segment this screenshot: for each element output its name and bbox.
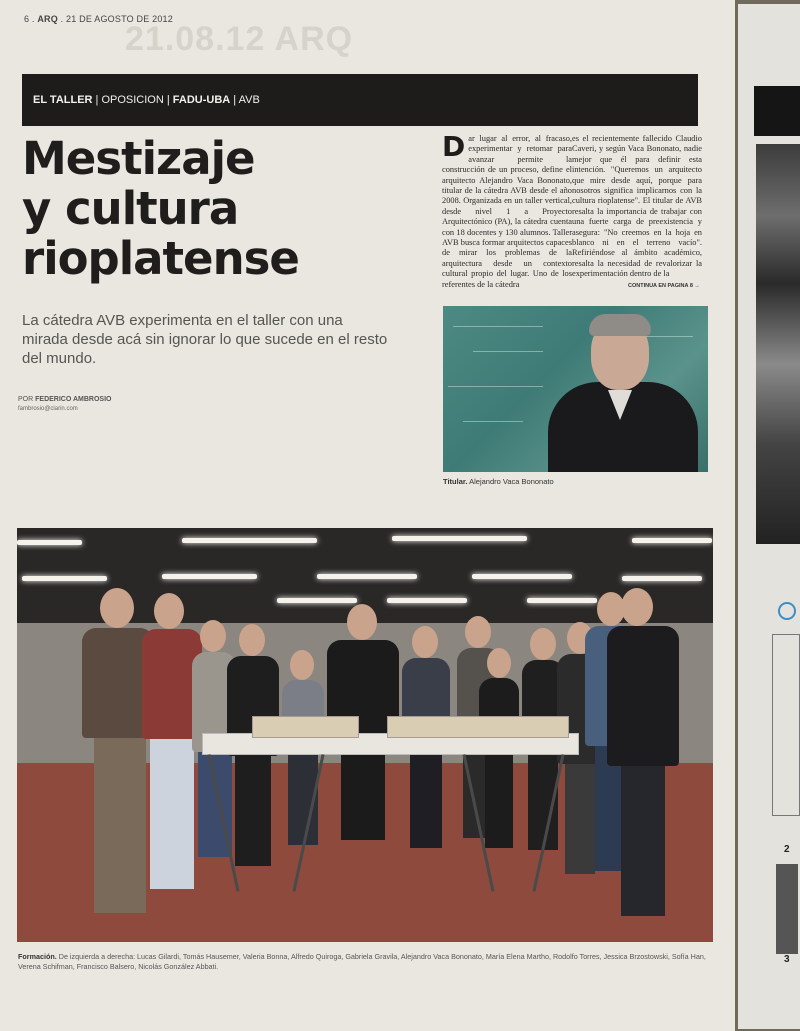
figure-number: 2 (784, 844, 790, 855)
next-page-photo (756, 144, 800, 544)
continued-on-link[interactable]: CONTINUA EN PAGINA 8 → (628, 283, 700, 289)
group-photo-caption (18, 952, 708, 972)
folio-section: ARQ (37, 14, 58, 24)
byline-author: FEDERICO AMBROSIO (35, 396, 112, 403)
byline-prefix: POR (18, 396, 34, 403)
article-text-1: ar lugar al error, al fracaso, experimentar y retomar para avanzar permite la construcción de un proceso, define el arquitecto Alejandro Vaca Bononato, titular de la cátedra AVB desde el año 2008. Organizada en un taller vertical, desde nivel 1 a Proyecto Arquitectónico (PA), la cátedra cuenta con 18 docentes y 130 alumnos. Taller AVB busca formar arquitectos capaces de mirar los problemas de la arquitectura desde un contexto cultural propio del lugar. Uno de los referentes de la cátedra (442, 134, 572, 289)
byline-email: fambrosio@clarin.com (18, 406, 78, 412)
folio-date: 21 DE AGOSTO DE 2012 (66, 14, 173, 24)
page-number: 6 (24, 14, 30, 24)
group-photo (17, 528, 713, 942)
headline (22, 134, 422, 284)
section-item-fadu-uba: FADU-UBA (172, 94, 231, 106)
info-icon (778, 602, 796, 620)
next-page-diagram (772, 634, 800, 816)
folio: 6 . ARQ . 21 DE AGOSTO DE 2012 (24, 14, 173, 24)
dropcap: D (442, 130, 466, 163)
portrait-caption (443, 477, 554, 486)
article-column-2: es el recientemente fallecido Claudio Caveri, y según Vaca Bononato, nadie mejor que él para definir esta intención. "Queremos un arquitecto que mire desde aquí, porque para nosotros significa implicarnos con la cultura rioplatense". El titular de AVB resalta la importancia de trabajar con una fuerte carga de preexistencia y asegura: "No creemos en la hoja en blanco ni en el terreno vacío". Refiriéndose al ámbito académico, resalta la necesidad de revalorizar la experimentación dentro de la (572, 134, 702, 279)
portrait-caption-text: Alejandro Vaca Bononato (469, 477, 554, 486)
byline (18, 396, 111, 403)
headline-line: y cultura (22, 182, 239, 235)
group-caption-text: De izquierda a derecha: Lucas Gilardi, Tomás Hausemer, Valeria Bonna, Alfredo Quiroga, Gabriela Gravila, Alejandro Vaca Bononato, María Elena Martho, Rodolfo Torres, Jessica Brzostowski, Sofía Han, Verena Schifman, Francisco Balsero, Nicolás González Abbati. (18, 952, 706, 971)
section-item-avb: AVB (238, 94, 260, 106)
deck-subtitle: La cátedra AVB experimenta en el taller con una mirada desde acá sin ignorar lo que sucede en el resto del mundo. (22, 312, 388, 367)
next-page-edge (738, 4, 800, 1029)
headline-line: rioplatense (22, 232, 299, 285)
portrait-caption-label: Titular. (443, 477, 468, 486)
headline-line: Mestizaje (22, 132, 255, 185)
section-item-el-taller: EL TALLER (33, 94, 93, 106)
portrait-photo (443, 306, 708, 472)
section-item-oposicion: OPOSICION (101, 94, 164, 106)
article-column-1 (442, 130, 572, 290)
group-caption-label: Formación. (18, 952, 57, 961)
figure-number: 3 (784, 954, 790, 965)
section-bar: EL TALLER | OPOSICION | FADU-UBA | AVB (22, 74, 698, 126)
ghost-date-watermark: 21.08.12 ARQ (125, 20, 354, 58)
